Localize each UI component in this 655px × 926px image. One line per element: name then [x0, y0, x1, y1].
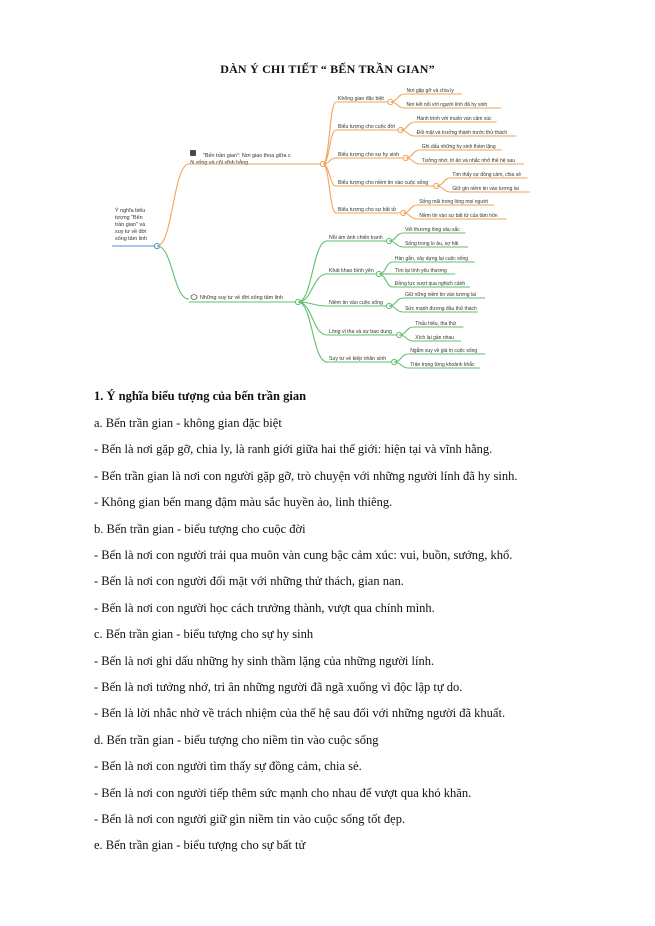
leaf-label: Đồng lực vượt qua nghịch cảnh	[394, 281, 466, 287]
page-title: DÀN Ý CHI TIẾT “ BẾN TRẦN GIAN”	[220, 62, 435, 76]
leaf-label: Niềm tin vào sự bất tử của tâm hồn	[419, 213, 498, 219]
child-label: Biểu tượng cho sự hy sinh	[338, 152, 400, 158]
leaf-label: Đối mặt và trưởng thành trước thử thách	[416, 130, 508, 136]
body-bullet-line: - Bến là nơi con người học cách trưởng thành, vượt qua chính mình.	[94, 600, 435, 615]
leaf-label: Nơi gặp gỡ và chia ly	[406, 88, 454, 94]
leaf-label: Tìm lại tình yêu thương	[394, 268, 447, 274]
leaf-label: Nơi kết nối với người lính đã hy sinh	[406, 102, 488, 108]
leaf-label: Tìm thấy sự đồng cảm, chia sẻ	[452, 172, 522, 178]
body-bullet-line: - Bến là nơi gặp gỡ, chia ly, là ranh giới giữa hai thế giới: hiện tại và vĩnh hằng.	[94, 442, 493, 457]
mind-map-connector	[323, 164, 336, 213]
subsection-heading: d. Bến trần gian - biểu tượng cho niềm tin vào cuộc sống	[94, 732, 379, 747]
mind-map-connector	[298, 241, 327, 302]
mind-map	[0, 0, 655, 380]
body-bullet-line: - Bến trần gian là nơi con người gặp gỡ, trò chuyện với những người lính đã hy sinh.	[94, 468, 518, 483]
child-label: Biểu tượng cho cuộc đời	[338, 124, 395, 130]
leaf-label: Giữ gìn niềm tin vào tương lai	[452, 186, 519, 192]
leaf-label: Sống mãi trong lòng mọi người	[419, 199, 489, 205]
child-label: Nỗi ám ảnh chiến tranh	[329, 235, 383, 241]
leaf-label: Thấu hiểu, tha thứ	[415, 321, 457, 327]
child-label: Khát khao bình yên	[329, 268, 374, 274]
branch-label: Những suy tư về đời sống tâm linh	[200, 295, 283, 301]
book-icon	[190, 150, 196, 156]
leaf-label: Ngẫm suy về giá trị cuộc sống	[410, 348, 478, 354]
body-bullet-line: - Bến là nơi con người tìm thấy sự đồng cảm, chia sẻ.	[94, 759, 362, 774]
child-label: Lòng vị tha và sự bao dung	[329, 329, 392, 335]
mind-map-root	[115, 207, 147, 242]
child-label: Không gian đặc biệt	[338, 96, 384, 102]
subsection-heading: c. Bến trần gian - biểu tượng cho sự hy sinh	[94, 627, 314, 642]
leaf-label: Sức mạnh đương đầu thử thách	[405, 306, 477, 312]
body-bullet-line: - Bến là nơi ghi dấu những hy sinh thầm lặng của những người lính.	[94, 653, 435, 668]
subsection-heading: e. Bến trần gian - biểu tượng cho sự bất tử	[94, 838, 306, 853]
mind-map-connector	[323, 102, 336, 164]
mind-map-connector	[298, 274, 327, 302]
speech-bubble-icon	[191, 295, 197, 300]
body-bullet-line: - Bến là nơi con người giữ gìn niềm tin vào cuộc sống tốt đẹp.	[94, 812, 406, 826]
leaf-label: Vết thương lòng sâu sắc	[405, 227, 460, 233]
body-bullet-line: - Bến là nơi con người đối mặt với những thử thách, gian nan.	[94, 574, 404, 589]
mind-map-connector	[157, 164, 189, 246]
mind-map-connector	[298, 302, 327, 362]
leaf-label: Hành trình với muôn vàn cảm xúc	[416, 116, 492, 122]
body-bullet-line: - Không gian bến mang đậm màu sắc huyền ảo, linh thiêng.	[94, 495, 393, 510]
leaf-label: Giữ vững niềm tin vào tương lai	[405, 292, 476, 298]
section-heading: 1. Ý nghĩa biểu tượng của bến trần gian	[94, 389, 307, 403]
branch-label: "Bến trần gian": Nơi giao thoa giữa c õi sống và cõi vĩnh hằng	[190, 153, 291, 166]
leaf-label: Xích lại gần nhau	[415, 335, 454, 341]
child-label: Niềm tin vào cuộc sống	[329, 300, 383, 306]
mind-map-root-label: Ý nghĩa biểu tượng "Bến trần gian" và suy tư về đời sống tâm linh	[115, 208, 148, 242]
leaf-label: Sống trong lo âu, sợ hãi	[405, 241, 459, 247]
body-bullet-line: - Bến là nơi con người trải qua muôn vàn cung bậc cảm xúc: vui, buồn, sướng, khổ.	[94, 548, 513, 562]
child-label: Biểu tượng cho niềm tin vào cuộc sống	[338, 180, 429, 186]
body-bullet-line: - Bến là lời nhắc nhở về trách nhiệm của thế hệ sau đối với những người đã khuất.	[94, 706, 506, 721]
leaf-label: Hàn gắn, xây dựng lại cuộc sống	[394, 256, 469, 262]
body-bullet-line: - Bến là nơi con người tiếp thêm sức mạnh cho nhau để vượt qua khó khăn.	[94, 785, 472, 800]
child-label: Biểu tượng cho sự bất tử	[338, 207, 397, 213]
subsection-heading: a. Bến trần gian - không gian đặc biệt	[94, 416, 282, 430]
child-label: Suy tư về kiếp nhân sinh	[329, 356, 387, 362]
leaf-label: Trân trọng từng khoảnh khắc	[410, 362, 475, 368]
leaf-label: Tưởng nhớ, tri ân và nhắc nhở thế hệ sau	[421, 158, 515, 164]
leaf-label: Ghi dấu những hy sinh thầm lặng	[421, 144, 496, 150]
body-bullet-line: - Bến là nơi tưởng nhớ, tri ân những người đã ngã xuống vì độc lập tự do.	[94, 680, 463, 694]
subsection-heading: b. Bến trần gian - biểu tượng cho cuộc đời	[94, 521, 306, 536]
mind-map-connector	[157, 246, 189, 299]
